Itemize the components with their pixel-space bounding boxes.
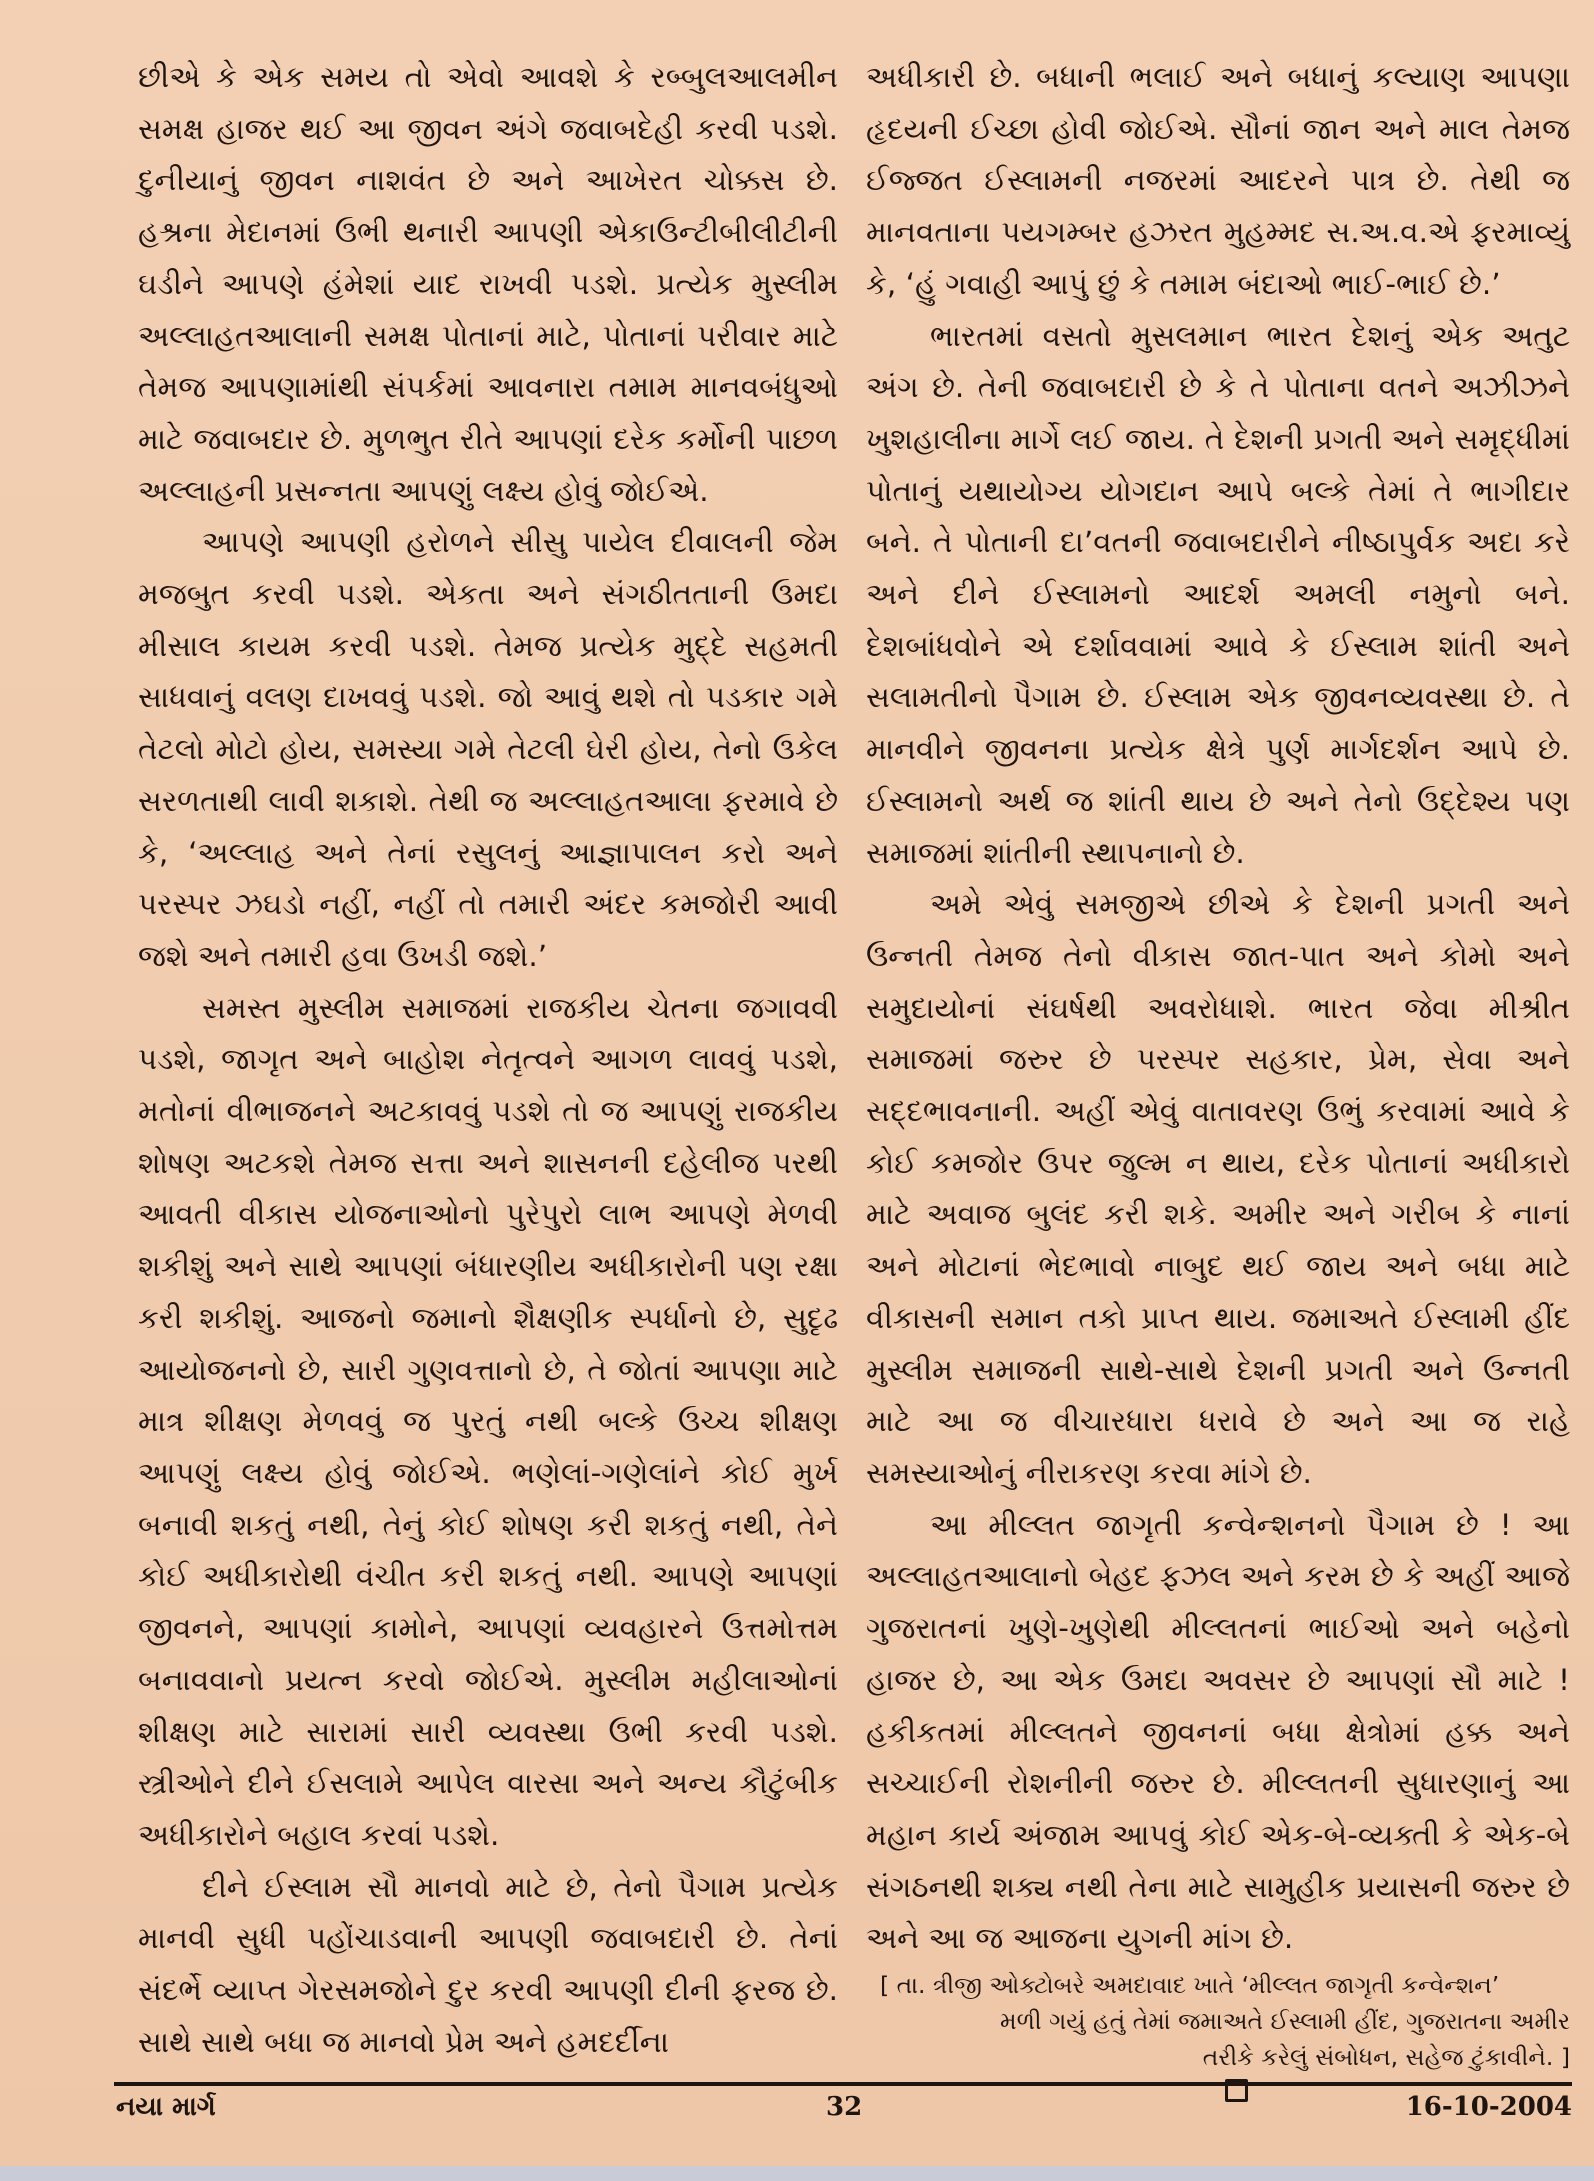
paragraph: ભારતમાં વસતો મુસલમાન ભારત દેશનું એક અતુટ અંગ છે. તેની જવાબદારી છે કે તે પોતાના વતને અઝીઝને ખુશહાલીના માર્ગે લઈ જાય. તે દેશની પ્રગતી અને સમૃદ્ધીમાં પોતાનું યથાયોગ્ય યોગદાન આપે બલ્કે તેમાં તે ભાગીદાર બને. તે પોતાની દા’વતની જવાબદારીને નીષ્ઠાપુર્વક અદા કરે અને દીને ઈસ્લામનો આદર્શ અમલી નમુનો બને. દેશબાંધવોને એ દર્શાવવામાં આવે કે ઈસ્લામ શાંતી અને સલામતીનો પૈગામ છે. ઈસ્લામ એક જીવનવ્યવસ્થા છે. તે માનવીને જીવનના પ્રત્યેક ક્ષેત્રે પુર્ણ માર્ગદર્શન આપે છે. ઈસ્લામનો અર્થ જ શાંતી થાય છે અને તેનો ઉદ્દેશ્ય પણ સમાજમાં શાંતીની સ્થાપનાનો છે. — [866, 318, 1570, 870]
issue-date: 16-10-2004 — [1405, 2092, 1572, 2122]
note-line: [ તા. ત્રીજી ઓક્ટોબરે અમદાવાદ ખાતે ‘મીલ્લત જાગૃતી કન્વેન્શન’ — [880, 1971, 1500, 2000]
note-line: તરીકે કરેલું સંબોધન, સહેજ ટુંકાવીને. ] — [1202, 2043, 1570, 2072]
editor-note — [866, 1967, 1570, 2075]
note-line: મળી ગયું હતું તેમાં જમાઅતે ઈસ્લામી હીંદ, ગુજરાતના અમીર — [999, 2007, 1570, 2036]
scan-edge — [0, 2166, 1594, 2181]
paragraph: આપણે આપણી હરોળને સીસુ પાયેલ દીવાલની જેમ મજબુત કરવી પડશે. એકતા અને સંગઠીતતાની ઉમદા મીસાલ કાયમ કરવી પડશે. તેમજ પ્રત્યેક મુદ્દે સહમતી સાધવાનું વલણ દાખવવું પડશે. જો આવું થશે તો પડકાર ગમે તેટલો મોટો હોય, સમસ્યા ગમે તેટલી ઘેરી હોય, તેનો ઉકેલ સરળતાથી લાવી શકાશે. તેથી જ અલ્લાહતઆલા ફરમાવે છે કે, ‘અલ્લાહ અને તેનાં રસુલનું આજ્ઞાપાલન કરો અને પરસ્પર ઝઘડો નહીં, નહીં તો તમારી અંદર કમજોરી આવી જશે અને તમારી હવા ઉખડી જશે.’ — [138, 525, 838, 973]
paragraph: આ મીલ્લત જાગૃતી કન્વેન્શનનો પૈગામ છે ! આ અલ્લાહતઆલાનો બેહદ ફઝલ અને કરમ છે કે અહીં આજે ગુજરાતનાં ખુણે-ખુણેથી મીલ્લતનાં ભાઈઓ અને બહેનો હાજર છે, આ એક ઉમદા અવસર છે આપણાં સૌ માટે ! હકીકતમાં મીલ્લતને જીવનનાં બધા ક્ષેત્રોમાં હક્ક અને સચ્ચાઈની રોશનીની જરુર છે. મીલ્લતની સુધારણાનું આ મહાન કાર્ય અંજામ આપવું કોઈ એક-બે-વ્યક્તી કે એક-બે સંગઠનથી શક્ય નથી તેના માટે સામુહીક પ્રયાસની જરુર છે અને આ જ આજના યુગની માંગ છે. — [866, 1507, 1570, 1956]
left-column — [138, 52, 838, 2068]
paragraph: છીએ કે એક સમય તો એવો આવશે કે રબ્બુલઆલમીન સમક્ષ હાજર થઈ આ જીવન અંગે જવાબદેહી કરવી પડશે. દુનીયાનું જીવન નાશવંત છે અને આખેરત ચોક્કસ છે. હશ્રના મેદાનમાં ઉભી થનારી આપણી એકાઉન્ટીબીલીટીની ઘડીને આપણે હંમેશાં યાદ રાખવી પડશે. પ્રત્યેક મુસ્લીમ અલ્લાહતઆલાની સમક્ષ પોતાનાં માટે, પોતાનાં પરીવાર માટે તેમજ આપણામાંથી સંપર્કમાં આવનારા તમામ માનવબંધુઓ માટે જવાબદાર છે. મુળભુત રીતે આપણાં દરેક કર્મોની પાછળ અલ્લાહની પ્રસન્નતા આપણું લક્ષ્ય હોવું જોઈએ. — [138, 60, 838, 508]
paragraph: દીને ઈસ્લામ સૌ માનવો માટે છે, તેનો પૈગામ પ્રત્યેક માનવી સુધી પહોંચાડવાની આપણી જવાબદારી છે. તેનાં સંદર્ભે વ્યાપ્ત ગેરસમજોને દુર કરવી આપણી દીની ફરજ છે. સાથે સાથે બધા જ માનવો પ્રેમ અને હમદર્દીના — [138, 1869, 838, 2059]
right-column — [866, 52, 1570, 2104]
paragraph: અધીકારી છે. બધાની ભલાઈ અને બધાનું કલ્યાણ આપણા હૃદયની ઈચ્છા હોવી જોઈએ. સૌનાં જાન અને માલ તેમજ ઈજ્જત ઈસ્લામની નજરમાં આદરને પાત્ર છે. તેથી જ માનવતાના પયગમ્બર હઝરત મુહમ્મદ સ.અ.વ.એ ફરમાવ્યું કે, ‘હું ગવાહી આપું છું કે તમામ બંદાઓ ભાઈ-ભાઈ છે.’ — [866, 60, 1570, 301]
paragraph: સમસ્ત મુસ્લીમ સમાજમાં રાજકીય ચેતના જગાવવી પડશે, જાગૃત અને બાહોશ નેતૃત્વને આગળ લાવવું પડશે, મતોનાં વીભાજનને અટકાવવું પડશે તો જ આપણું રાજકીય શોષણ અટકશે તેમજ સત્તા અને શાસનની દહેલીજ પરથી આવતી વીકાસ યોજનાઓનો પુરેપુરો લાભ આપણે મેળવી શકીશું અને સાથે આપણાં બંધારણીય અધીકારોની પણ રક્ષા કરી શકીશું. આજનો જમાનો શૈક્ષણીક સ્પર્ધાનો છે, સુદૃઢ આયોજનનો છે, સારી ગુણવત્તાનો છે, તે જોતાં આપણા માટે માત્ર શીક્ષણ મેળવવું જ પુરતું નથી બલ્કે ઉચ્ચ શીક્ષણ આપણું લક્ષ્ય હોવું જોઈએ. ભણેલાં-ગણેલાંને કોઈ મુર્ખ બનાવી શકતું નથી, તેનું કોઈ શોષણ કરી શકતું નથી, તેને કોઈ અધીકારોથી વંચીત કરી શકતું નથી. આપણે આપણાં જીવનને, આપણાં કામોને, આપણાં વ્યવહારને ઉત્તમોત્તમ બનાવવાનો પ્રયત્ન કરવો જોઈએ. મુસ્લીમ મહીલાઓનાં શીક્ષણ માટે સારામાં સારી વ્યવસ્થા ઉભી કરવી પડશે. સ્ત્રીઓને દીને ઈસલામે આપેલ વારસા અને અન્ય કૌટુંબીક અધીકારોને બહાલ કરવાં પડશે. — [138, 990, 838, 1852]
page-number: 32 — [826, 2092, 863, 2122]
footer-divider — [114, 2082, 1572, 2086]
paragraph: અમે એવું સમજીએ છીએ કે દેશની પ્રગતી અને ઉન્નતી તેમજ તેનો વીકાસ જાત-પાત અને કોમો અને સમુદાયોનાં સંઘર્ષથી અવરોધાશે. ભારત જેવા મીશ્રીત સમાજમાં જરુર છે પરસ્પર સહકાર, પ્રેમ, સેવા અને સદ્દભાવનાની. અહીં એવું વાતાવરણ ઉભું કરવામાં આવે કે કોઈ કમજોર ઉપર જુલ્મ ન થાય, દરેક પોતાનાં અધીકારો માટે અવાજ બુલંદ કરી શકે. અમીર અને ગરીબ કે નાનાં અને મોટાનાં ભેદભાવો નાબુદ થઈ જાય અને બધા માટે વીકાસની સમાન તકો પ્રાપ્ત થાય. જમાઅતે ઈસ્લામી હીંદ મુસ્લીમ સમાજની સાથે-સાથે દેશની પ્રગતી અને ઉન્નતી માટે આ જ વીચારધારા ધરાવે છે અને આ જ રાહે સમસ્યાઓનું નીરાકરણ કરવા માંગે છે. — [866, 887, 1570, 1490]
publication-name: નયા માર્ગ — [116, 2092, 216, 2122]
